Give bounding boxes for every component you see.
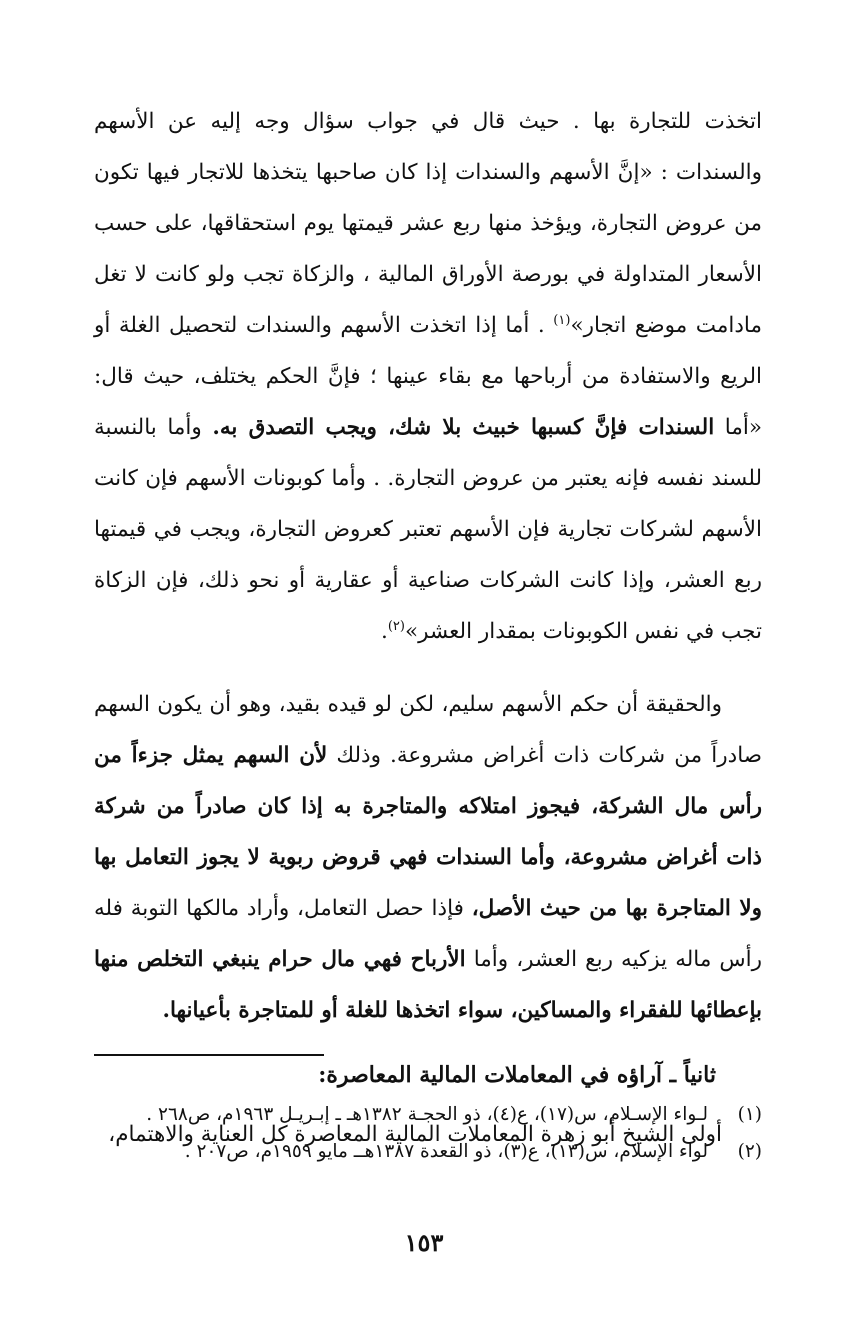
footnote-number: (١)	[737, 1104, 762, 1125]
paragraph-1-text-cont: . أما إذا اتخذت الأسهم والسندات لتحصيل الغلة أو الريع والاستفادة من أرباحها مع بقاء عينها ؛ فإنَّ الحكم يختلف، حيث قال: «أما	[94, 313, 762, 440]
paragraph-2	[94, 679, 762, 1036]
paragraph-2-bold-end: الأرباح فهي مال حرام ينبغي التخلص منها بإعطائها للفقراء والمساكين، سواء اتخذها للغلة أو للمتاجرة بأعيانها.	[94, 947, 762, 1023]
section-heading: ثانياً ـ آراؤه في المعاملات المالية المعاصرة:	[318, 1062, 716, 1088]
footnote-separator	[94, 1054, 324, 1056]
footnote-ref-1: (١)	[553, 312, 571, 328]
footnote-1	[94, 1096, 762, 1133]
paragraph-2-text: والحقيقة أن حكم الأسهم سليم، لكن لو قيده بقيد، وهو أن يكون السهم صادراً من شركات ذات أغراض مشروعة. وذلك	[94, 692, 762, 768]
paragraph-3-text: أولى الشيخ أبو زهرة المعاملات المالية المعاصرة كل العناية والاهتمام،	[108, 1122, 722, 1147]
paragraph-2-bold: لأن السهم يمثل جزءاً من رأس مال الشركة، فيجوز امتلاكه والمتاجرة به إذا كان صادراً من شركة ذات أغراض مشروعة، وأما السندات فهي قروض ربوية لا يجوز التعامل بها ولا المتاجرة بها من حيث الأصل،	[94, 743, 762, 921]
paragraph-1-text: اتخذت للتجارة بها . حيث قال في جواب سؤال وجه إليه عن الأسهم والسندات : «إنَّ الأسهم والسندات إذا كان صاحبها يتخذها للاتجار فيها تكون من عروض التجارة، ويؤخذ منها ربع عشر قيمتها يوم استحقاقها، على حسب الأسعار المتداولة في بورصة الأوراق المالية ، والزكاة تجب ولو كانت لا تغل مادامت موضع اتجار»	[94, 109, 762, 338]
main-text	[94, 96, 762, 1160]
paragraph-1-text-end: وأما بالنسبة للسند نفسه فإنه يعتبر من عروض التجارة. . وأما كوبونات الأسهم فإن كانت الأسهم لشركات تجارية فإن الأسهم تعتبر كعروض التجارة، ويجب في قيمتها ربع العشر، وإذا كانت الشركات صناعية أو عقارية أو نحو ذلك، فإن الزكاة تجب في نفس الكوبونات بمقدار العشر»	[94, 415, 762, 644]
footnote-text: لواء الإسلام، س(١٣)، ع(٣)، ذو القعدة ١٣٨٧هــ مايو ١٩٥٩م، ص٢٠٧ .	[184, 1141, 708, 1162]
footnote-2	[94, 1133, 762, 1170]
paragraph-1-period: .	[381, 619, 388, 644]
paragraph-1	[94, 96, 762, 657]
footnote-ref-2: (٢)	[387, 618, 405, 634]
footnote-text: لـواء الإسـلام، س(١٧)، ع(٤)، ذو الحجـة ١٣٨٢هـ ـ إبـريـل ١٩٦٣م، ص٢٦٨ .	[146, 1104, 708, 1125]
footnotes	[94, 1096, 762, 1170]
paragraph-2-text-cont: فإذا حصل التعامل، وأراد مالكها التوبة فله رأس ماله يزكيه ربع العشر، وأما	[94, 896, 763, 972]
page-number: ١٥٣	[404, 1228, 444, 1257]
footnote-number: (٢)	[737, 1141, 762, 1162]
paragraph-1-bold: السندات فإنَّ كسبها خبيث بلا شك، ويجب التصدق به.	[212, 415, 715, 440]
